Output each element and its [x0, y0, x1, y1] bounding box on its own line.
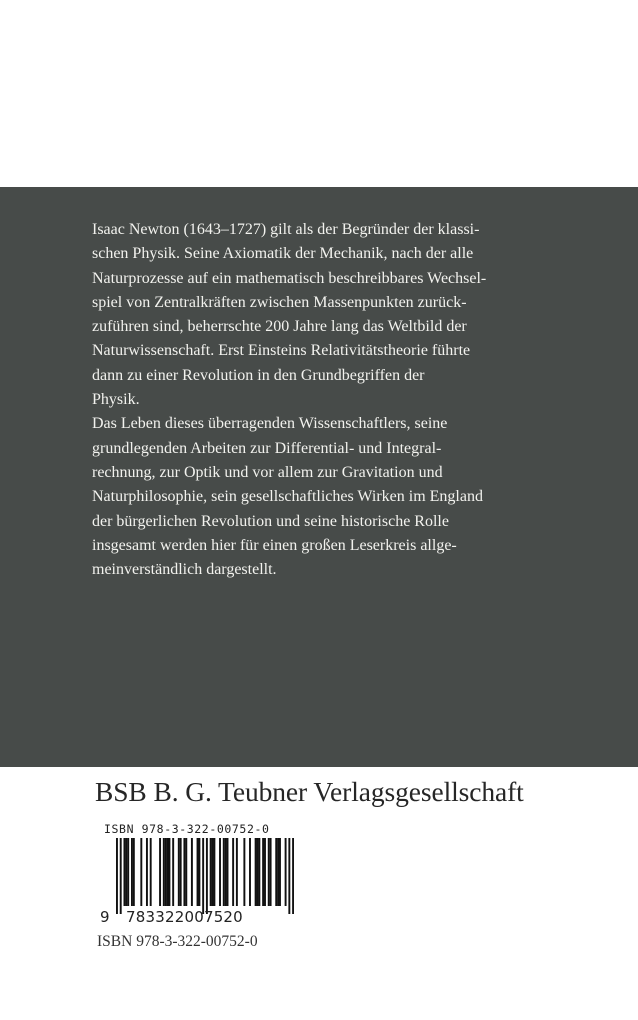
barcode-bar: [116, 838, 118, 914]
barcode-bar: [255, 838, 257, 906]
barcode-bar: [262, 838, 264, 906]
blurb-line: zuführen sind, beherrschte 200 Jahre lang das Weltbild der: [92, 318, 467, 336]
barcode-bar: [219, 838, 221, 906]
barcode-bar: [180, 838, 182, 906]
blurb-line: dann zu einer Revolution in den Grundbegriffen der: [92, 366, 425, 384]
blurb-line: rechnung, zur Optik und vor allem zur Gravitation und: [92, 463, 443, 481]
barcode-bar: [270, 838, 272, 906]
top-blank-area: [0, 0, 638, 187]
barcode-bar: [225, 838, 227, 906]
blurb-line: Naturprozesse auf ein mathematisch beschreibbares Wechsel-: [92, 269, 487, 287]
barcode-bar: [212, 838, 214, 906]
barcode-digits: 783322007520: [126, 908, 243, 926]
barcode-bar: [258, 838, 260, 906]
barcode-bar: [232, 838, 234, 906]
barcode-bar: [191, 838, 193, 906]
barcode-bar: [206, 838, 208, 914]
barcode-bar: [120, 838, 122, 914]
barcode-bar: [210, 838, 212, 906]
barcode-bar: [243, 838, 245, 906]
barcode-bar: [165, 838, 167, 906]
barcode-bar: [150, 838, 152, 906]
barcode-bar: [140, 838, 142, 906]
barcode: [100, 822, 300, 932]
barcode-bar: [249, 838, 251, 906]
barcode-bar: [127, 838, 129, 906]
barcode-bar: [178, 838, 180, 906]
barcode-bars: [116, 838, 294, 914]
barcode-bar: [131, 838, 133, 906]
barcode-bar: [288, 838, 290, 914]
barcode-bar: [168, 838, 170, 906]
barcode-isbn-label: ISBN 978-3-322-00752-0: [104, 822, 270, 836]
barcode-bar: [275, 838, 277, 906]
barcode-bar: [223, 838, 225, 906]
publisher-name: BSB B. G. Teubner Verlagsgesellschaft: [95, 776, 524, 807]
barcode-bar: [285, 838, 287, 906]
barcode-bar: [227, 838, 229, 906]
blurb-line: der bürgerlichen Revolution und seine historische Rolle: [92, 512, 449, 530]
barcode-bar: [198, 838, 200, 906]
barcode-bar: [163, 838, 165, 906]
barcode-bar: [133, 838, 135, 906]
barcode-bar: [213, 838, 215, 906]
blurb-text: [92, 218, 528, 582]
barcode-bar: [257, 838, 259, 906]
blurb-line: grundlegenden Arbeiten zur Differential- und Integral-: [92, 439, 442, 457]
barcode-bar: [279, 838, 281, 906]
barcode-bar: [292, 838, 294, 914]
blurb-line: meinverständlich dargestellt.: [92, 561, 277, 579]
blurb-line: Naturphilosophie, sein gesellschaftliches Wirken im England: [92, 488, 483, 506]
barcode-bar: [146, 838, 148, 906]
blurb-line: spiel von Zentralkräften zwischen Massenpunkten zurück-: [92, 293, 467, 311]
barcode-bar: [185, 838, 187, 906]
barcode-bar: [197, 838, 199, 906]
barcode-first-digit: 9: [100, 908, 110, 926]
barcode-bar: [125, 838, 127, 906]
barcode-bar: [268, 838, 270, 906]
blurb-line: Isaac Newton (1643–1727) gilt als der Begründer der klassi-: [92, 221, 480, 238]
barcode-bar: [202, 838, 204, 914]
barcode-bar: [236, 838, 238, 906]
blurb-line: schen Physik. Seine Axiomatik der Mechanik, nach der alle: [92, 245, 474, 263]
barcode-bar: [172, 838, 174, 906]
blurb-line: insgesamt werden hier für einen großen Leserkreis allge-: [92, 536, 457, 554]
barcode-bar: [183, 838, 185, 906]
barcode-bar: [159, 838, 161, 906]
barcode-bar: [123, 838, 125, 906]
blurb-line: Naturwissenschaft. Erst Einsteins Relativitätstheorie führte: [92, 342, 471, 360]
barcode-bar: [277, 838, 279, 906]
barcode-bar: [167, 838, 169, 906]
blurb-line: Das Leben dieses überragenden Wissenschaftlers, seine: [92, 415, 448, 433]
barcode-bar: [264, 838, 266, 906]
isbn-number: ISBN 978-3-322-00752-0: [97, 933, 258, 950]
blurb-line: Physik.: [92, 391, 140, 409]
